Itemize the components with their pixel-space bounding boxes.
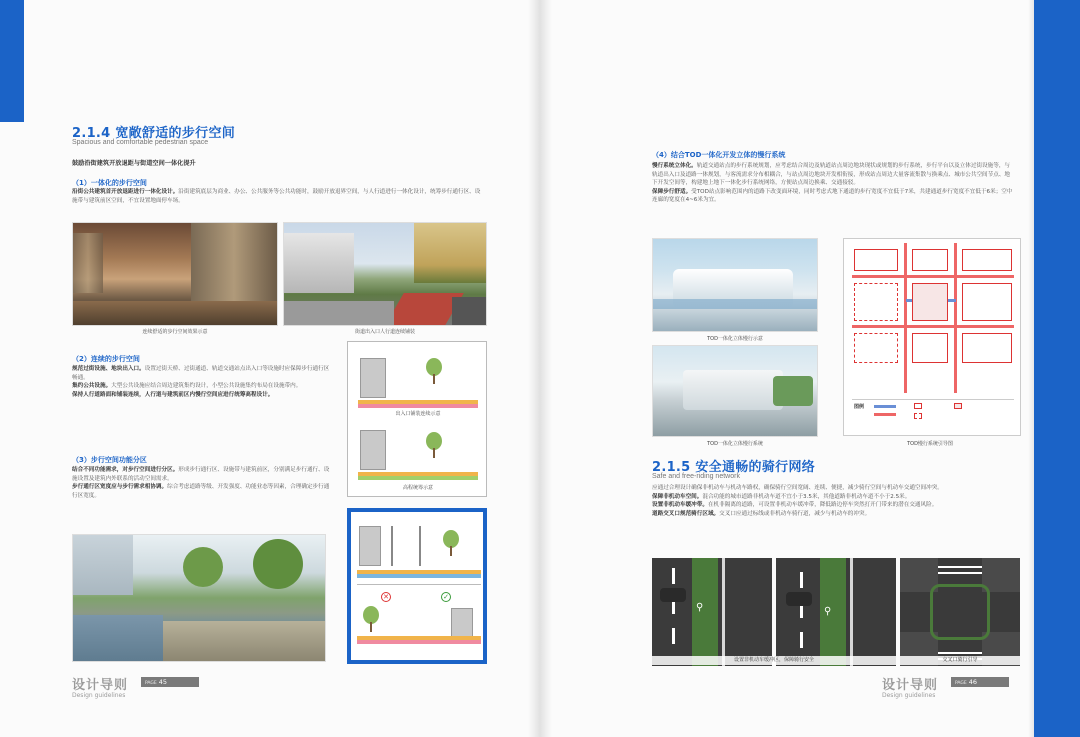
photo-street-sidewalk (283, 222, 487, 326)
bike-p1-bold: 保障非机动车空间。 (652, 493, 703, 500)
subsection-4-title: （4）结合TOD一体化开发立体的慢行系统 (652, 151, 786, 159)
subsection-2-p2-bold: 集约公共设施。 (72, 383, 112, 390)
photo-1-caption: 连续舒适的步行空间效果示意 (142, 329, 208, 335)
bike-p2-bold: 设置非机动车缓冲带。 (652, 502, 708, 509)
bike-icon: ⚲ (824, 606, 832, 617)
section-lead: 鼓励沿街建筑开放退距与街道空间一体化提升 (72, 160, 196, 167)
subsection-4-p2: 受TOD站点影响范围内的道路下改变面环境，同时考虑式地下通道的步行宽度不宜低于7米，共建通道步行宽度不宜低于6米；空中连廊的宽度在4~6米为宜。 (652, 188, 1013, 204)
diagram-1b-caption: 高程统筹示意 (402, 485, 433, 491)
subsection-3-p1: 形成步行通行区、设施带与建筑前区，分别满足步行通行、设施设置及建筑内外联系的活动空间需求。 (72, 467, 330, 482)
subsection-2-p1-bold: 规范过街设施、地块出入口。 (72, 366, 145, 372)
section-2-1-5-text (652, 484, 1020, 518)
intersection-illustration (900, 558, 1020, 666)
subsection-2-p3-bold: 保持人行道路面和铺装连续，人行道与建筑前区内慢行空间应进行统筹高程设计。 (72, 391, 274, 398)
photo-pedestrian-plaza (72, 222, 278, 326)
footer-title: 设计导则 (72, 678, 129, 693)
forbidden-icon: ✕ (381, 592, 391, 602)
subsection-1-body: 沿街建筑底层为商业、办公、公共服务等公共功能时，鼓励开放退界空间，与人行道进行一体化设计，统筹步行通行区、设施带与建筑前区空间，不宜设置地面停车场。 (72, 189, 481, 204)
tod-photo-2-caption: TOD一体化立体慢行系统 (707, 441, 763, 447)
bike-caption-2: 交叉口骑行引导 (900, 656, 1020, 665)
bike-p3: 交叉口应通过标线或非机动车骑行道，减少与机动车的冲突。 (719, 510, 871, 517)
subsection-2-p1: 设置过街天桥、过街通道、轨道交通站点出入口等设施时应保障步行通行区畅通。 (72, 366, 330, 381)
section-title-2-1-5: 2.1.5 安全通畅的骑行网络 (652, 460, 816, 475)
bike-lane-illustration-2 (776, 558, 896, 666)
subsection-3-p2: 综合考虑道路等级、开发强度、功能业态等因素，合理确定步行通行区宽度。 (72, 484, 330, 499)
check-icon: ✓ (441, 592, 451, 602)
subsection-2-p2: 大型公共设施应结合周边建筑集约设计，小型公共设施集约布局在设施带内。 (111, 383, 302, 390)
section-title-2-1-5-en: Safe and free-riding network (652, 473, 740, 480)
bike-p2: 在机非隔离的道路，可设置非机动车缓冲带，降低路边停车突然打开门带来的潜在交通风险。 (707, 502, 938, 509)
subsection-2-title: （2）连续的步行空间 (72, 355, 140, 363)
photo-riverside-promenade (72, 534, 326, 662)
subsection-1-bold: 沿街公共建筑首开放退距进行一体化设计。 (72, 189, 179, 195)
subsection-4-p1-bold: 慢行系统立体化。 (652, 163, 697, 169)
page-number: 45 (158, 678, 168, 686)
subsection-3-p2-bold: 步行通行区宽度应与步行需求相协调。 (72, 484, 168, 491)
footer-subtitle-right: Design guidelines (882, 692, 936, 699)
bike-icon: ⚲ (696, 602, 704, 613)
footer-subtitle: Design guidelines (72, 692, 126, 699)
subsection-3-title: （3）步行空间功能分区 (72, 456, 147, 464)
book-gutter (528, 0, 552, 737)
plan-legend-title: 图例 (854, 404, 865, 410)
page-label: PAGE (145, 681, 157, 686)
subsection-3-text (72, 466, 332, 500)
bike-lane-illustration-1 (652, 558, 772, 666)
section-title-en: Spacious and comfortable pedestrian space (72, 139, 209, 146)
plan-caption: TOD慢行系统引导图 (907, 441, 953, 447)
left-page-blue-tab (0, 0, 24, 122)
tod-plan-diagram (843, 238, 1021, 436)
footer-title-right: 设计导则 (882, 678, 939, 693)
page-number-right: 46 (968, 678, 978, 686)
bike-p1: 混合功能的城市道路非机动车道不宜小于3.5米，其他道路非机动车道不小于2.5米。 (702, 493, 911, 500)
page-number-badge (141, 677, 199, 687)
page-number-badge-right (951, 677, 1009, 687)
section-title-2-1-4: 2.1.4 宽敞舒适的步行空间 (72, 126, 236, 141)
right-page-blue-tab (1034, 0, 1080, 737)
diagram-1-caption: 出入口铺装连续示意 (395, 411, 441, 417)
diagram-functional-zones (347, 508, 487, 664)
photo-tod-aerial-1 (652, 238, 818, 332)
bike-p3-bold: 道路交叉口规范骑行区域。 (652, 510, 720, 517)
subsection-3-p1-bold: 结合不同功能需求，对步行空间进行分区。 (72, 467, 179, 473)
bike-caption-1: 设置非机动车缓冲区，保障骑行安全 (652, 656, 896, 665)
subsection-2-text (72, 365, 332, 399)
section-2-1-5-intro: 应通过合理设计确保非机动车与机动车路权，确保骑行空间宽阔、连续、便捷，减少骑行空间与机动车交通空间冲突。 (652, 485, 943, 491)
page-label-right: PAGE (955, 681, 967, 686)
subsection-1-title: （1）一体化的步行空间 (72, 179, 147, 187)
right-page (540, 0, 1080, 737)
diagram-entrance-paving (347, 341, 487, 497)
tod-photo-1-caption: TOD一体化立体慢行示意 (707, 336, 763, 342)
photo-tod-aerial-2 (652, 345, 818, 437)
subsection-4-text (652, 162, 1014, 205)
subsection-4-p2-bold: 保障步行舒适。 (652, 188, 692, 195)
photo-2-caption: 街道出入口人行道连续铺装 (354, 329, 415, 335)
subsection-4-p1: 轨道交通站点的步行系统规划，应考虑结合周边及轨道站点周边地块现状或规划的步行系统，步行平台以及立体过街设施等，与轨道出入口及道路一体规划，与客流需求分布相耦合，与站点周边地块开发相衔接，形成站点周边大量客流集散与换乘点、城市公共空间节点、地下开发空间等，构建地上地下一体化步行系统网络，方便站点周边换乘、交通接驳。 (652, 163, 1011, 187)
subsection-1-text (72, 188, 482, 205)
